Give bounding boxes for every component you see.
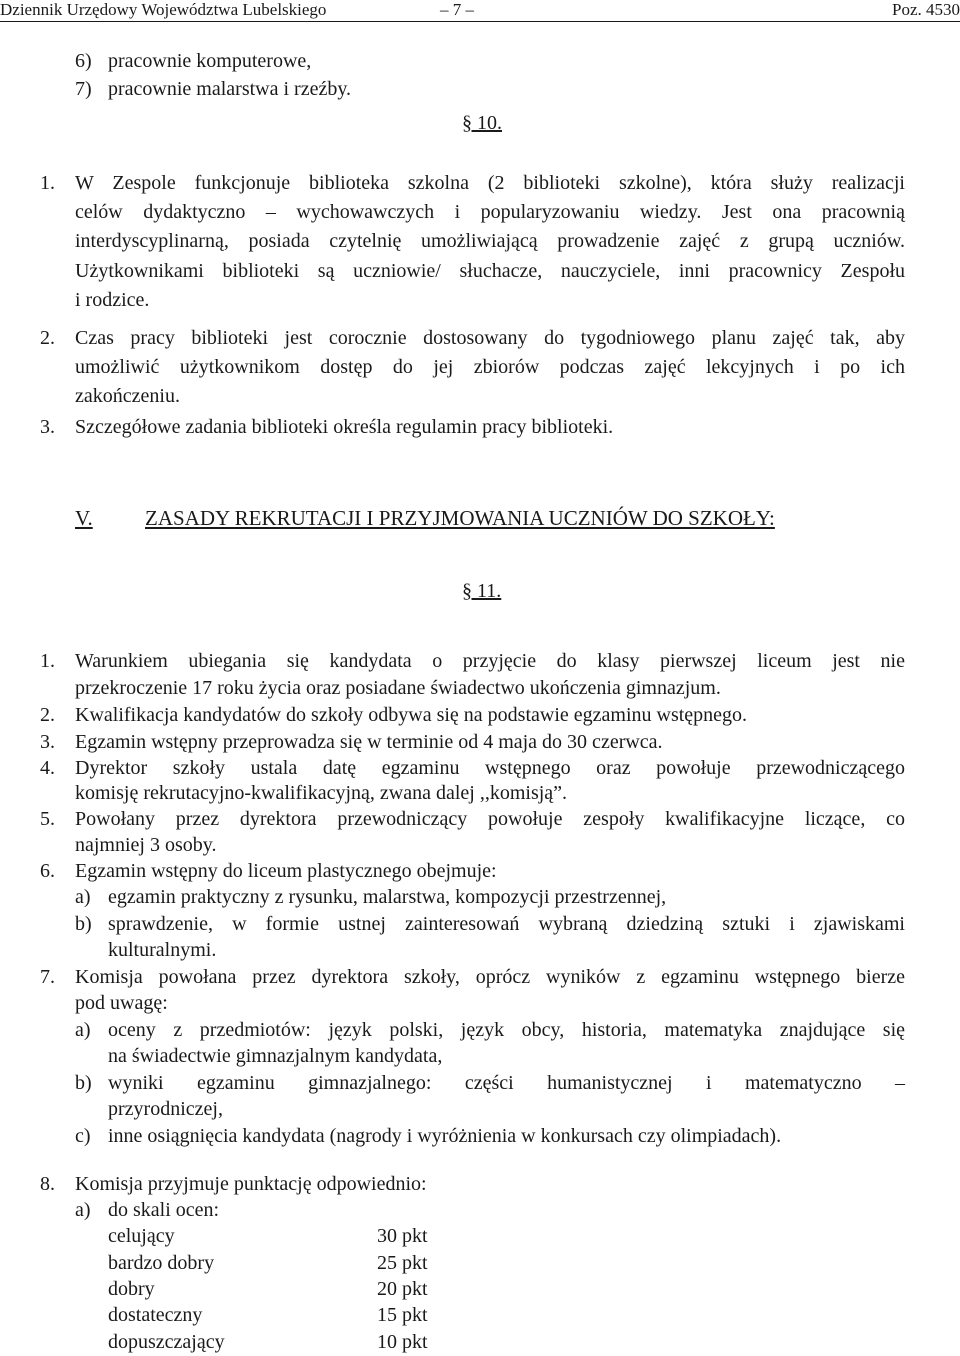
- position-number: Poz. 4530: [892, 0, 960, 19]
- paragraph-number: 1.: [40, 172, 55, 194]
- chapter-number: V.: [75, 506, 93, 530]
- paragraph-line: celów dydaktyczno – wychowawczych i popularyzowaniu wiedzy. Jest ona pracownią: [75, 201, 905, 223]
- subitem-letter: b): [75, 913, 92, 935]
- grade-name: celujący: [108, 1225, 175, 1247]
- item-number: 2.: [40, 704, 55, 726]
- subitem-line: inne osiągnięcia kandydata (nagrody i wyróżnienia w konkursach czy olimpiadach).: [108, 1125, 782, 1147]
- subitem-line: oceny z przedmiotów: język polski, język obcy, historia, matematyka znajdujące się: [108, 1019, 905, 1041]
- paragraph-number: 3.: [40, 416, 55, 438]
- item-line: pod uwagę:: [75, 992, 168, 1014]
- item-number: 1.: [40, 650, 55, 672]
- item-number: 3.: [40, 731, 55, 753]
- list-item-number: 6): [75, 50, 92, 72]
- subitem-line: na świadectwie gimnazjalnym kandydata,: [108, 1045, 443, 1067]
- paragraph-line: i rodzice.: [75, 289, 150, 311]
- paragraph-line: Czas pracy biblioteki jest corocznie dostosowany do tygodniowego planu zajęć tak, aby: [75, 327, 905, 349]
- subitem-letter: c): [75, 1125, 91, 1147]
- paragraph-line: umożliwić użytkownikom dostęp do jej zbiorów podczas zajęć lekcyjnych i po ich: [75, 356, 905, 378]
- grade-name: dopuszczający: [108, 1331, 225, 1353]
- subitem-line: wyniki egzaminu gimnazjalnego: części humanistycznej i matematyczno –: [108, 1072, 905, 1094]
- item-line: Komisja przyjmuje punktację odpowiednio:: [75, 1173, 427, 1195]
- item-number: 6.: [40, 860, 55, 882]
- list-item-text: pracownie komputerowe,: [108, 50, 312, 72]
- grade-points: 10 pkt: [377, 1331, 428, 1353]
- list-item-text: pracownie malarstwa i rzeźby.: [108, 78, 352, 100]
- item-line: Warunkiem ubiegania się kandydata o przyjęcie do klasy pierwszej liceum jest nie: [75, 650, 905, 672]
- paragraph-line: interdyscyplinarną, posiada czytelnię umożliwiającą prowadzenie zajęć z grupą uczniów.: [75, 230, 905, 252]
- subitem-letter: a): [75, 886, 91, 908]
- list-item-number: 7): [75, 78, 92, 100]
- subitem-line: do skali ocen:: [108, 1199, 220, 1221]
- grade-points: 30 pkt: [377, 1225, 428, 1247]
- grade-points: 25 pkt: [377, 1252, 428, 1274]
- subitem-line: egzamin praktyczny z rysunku, malarstwa, kompozycji przestrzennej,: [108, 886, 667, 908]
- subitem-line: przyrodniczej,: [108, 1098, 223, 1120]
- grade-name: dostateczny: [108, 1304, 203, 1326]
- subitem-letter: a): [75, 1019, 91, 1041]
- item-line: Kwalifikacja kandydatów do szkoły odbywa się na podstawie egzaminu wstępnego.: [75, 704, 748, 726]
- item-line: Powołany przez dyrektora przewodniczący powołuje zespoły kwalifikacyjne liczące, co: [75, 808, 905, 830]
- paragraph-line: Użytkownikami biblioteki są uczniowie/ słuchacze, nauczyciele, inni pracownicy Zespołu: [75, 260, 905, 282]
- page-number: – 7 –: [440, 0, 474, 19]
- item-line: przekroczenie 17 roku życia oraz posiadane świadectwo ukończenia gimnazjum.: [75, 677, 721, 699]
- item-line: Komisja powołana przez dyrektora szkoły, oprócz wyników z egzaminu wstępnego bierze: [75, 966, 905, 988]
- chapter-title: ZASADY REKRUTACJI I PRZYJMOWANIA UCZNIÓW DO SZKOŁY:: [145, 506, 775, 530]
- item-line: Egzamin wstępny do liceum plastycznego obejmuje:: [75, 860, 497, 882]
- paragraph-line: zakończeniu.: [75, 385, 180, 407]
- subitem-letter: a): [75, 1199, 91, 1221]
- item-line: komisję rekrutacyjno-kwalifikacyjną, zwana dalej ,,komisją”.: [75, 782, 568, 804]
- paragraph-line: Szczegółowe zadania biblioteki określa regulamin pracy biblioteki.: [75, 416, 614, 438]
- subitem-line: sprawdzenie, w formie ustnej zainteresowań wybraną dziedziną sztuki i zjawiskami: [108, 913, 905, 935]
- section-title: § 11.: [462, 580, 502, 602]
- item-number: 4.: [40, 757, 55, 779]
- item-line: najmniej 3 osoby.: [75, 834, 217, 856]
- subitem-letter: b): [75, 1072, 92, 1094]
- item-line: Dyrektor szkoły ustala datę egzaminu wstępnego oraz powołuje przewodniczącego: [75, 757, 905, 779]
- paragraph-line: W Zespole funkcjonuje biblioteka szkolna (2 biblioteki szkolne), która służy realizacji: [75, 172, 905, 194]
- subitem-line: kulturalnymi.: [108, 939, 217, 961]
- paragraph-number: 2.: [40, 327, 55, 349]
- section-title: § 10.: [462, 112, 502, 134]
- grade-points: 20 pkt: [377, 1278, 428, 1300]
- grade-name: bardzo dobry: [108, 1252, 215, 1274]
- grade-name: dobry: [108, 1278, 155, 1300]
- item-number: 5.: [40, 808, 55, 830]
- item-number: 7.: [40, 966, 55, 988]
- page-header: [0, 0, 960, 22]
- journal-title: Dziennik Urzędowy Województwa Lubelskiego: [0, 0, 327, 19]
- item-line: Egzamin wstępny przeprowadza się w terminie od 4 maja do 30 czerwca.: [75, 731, 663, 753]
- grade-points: 15 pkt: [377, 1304, 428, 1326]
- item-number: 8.: [40, 1173, 55, 1195]
- header-rule: [0, 21, 960, 22]
